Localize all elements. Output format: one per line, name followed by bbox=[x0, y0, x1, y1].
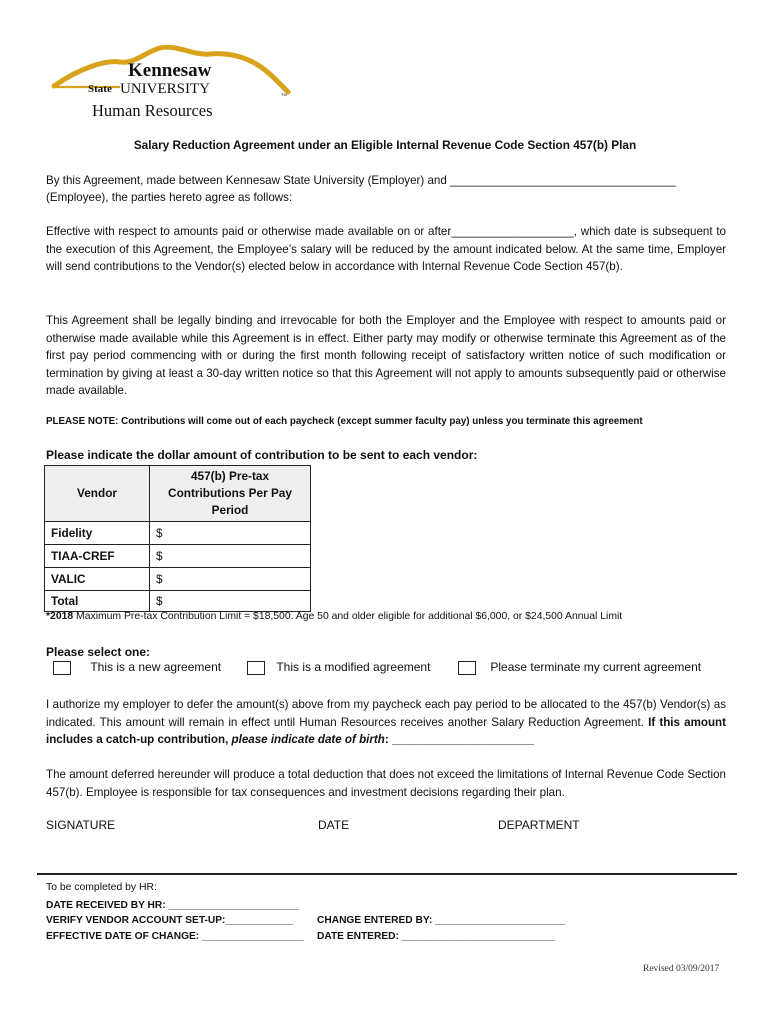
table-header-row bbox=[45, 466, 311, 522]
date-label: DATE bbox=[318, 818, 350, 832]
table-row bbox=[45, 568, 311, 591]
limit-text: Maximum Pre-tax Contribution Limit = $18,500. Age 50 and older eligible for additional $6,000, or $24,500 Annual Limit bbox=[73, 611, 623, 622]
authorize-paragraph bbox=[46, 696, 726, 749]
hr-verify-vendor: VERIFY VENDOR ACCOUNT SET-UP:____________ bbox=[46, 915, 294, 926]
intro-line-1: By this Agreement, made between Kennesaw State University (Employer) and ___________________________________ bbox=[46, 174, 676, 187]
option-modified-label: This is a modified agreement bbox=[276, 660, 431, 674]
contribution-limit bbox=[46, 611, 766, 622]
binding-paragraph: This Agreement shall be legally binding and irrevocable for both the Employer and the Employee with respect to amounts paid or otherwise made available while this Agreement is in effect. Either party may modify or otherwise terminate this Agreement as of the first pay period commencing with or during the first month following receipt of satisfactory written notice of such modification or termination by giving at least a 30-day written notice so that this Agreement will not apply to amounts subsequently paid or otherwise made available. bbox=[46, 314, 726, 397]
catchup-note: If this amount includes a catch-up contribution, bbox=[46, 715, 726, 746]
option-new-label: This is a new agreement bbox=[90, 660, 222, 674]
logo-kennesaw: Kennesaw bbox=[128, 60, 212, 81]
vendor-cell: Fidelity bbox=[45, 522, 150, 545]
vendor-table bbox=[44, 465, 311, 612]
table-row bbox=[45, 591, 311, 612]
logo-university: UNIVERSITY bbox=[120, 81, 210, 97]
hr-effective-date: EFFECTIVE DATE OF CHANGE: __________________ bbox=[46, 931, 305, 942]
hr-intro: To be completed by HR: bbox=[46, 882, 157, 893]
hr-change-entered-by: CHANGE ENTERED BY: _______________________ bbox=[317, 915, 566, 926]
checkbox[interactable] bbox=[247, 661, 265, 675]
option-new[interactable] bbox=[53, 660, 221, 675]
vendor-cell: Total bbox=[45, 591, 150, 612]
divider bbox=[37, 873, 737, 875]
table-row bbox=[45, 522, 311, 545]
vendor-cell: VALIC bbox=[45, 568, 150, 591]
hr-date-entered: DATE ENTERED: ___________________________ bbox=[317, 931, 555, 942]
amount-input[interactable]: $ bbox=[150, 545, 311, 568]
department-label: DEPARTMENT bbox=[498, 818, 580, 832]
intro-line-2: (Employee), the parties hereto agree as follows: bbox=[46, 191, 293, 204]
please-note: PLEASE NOTE: Contributions will come out of each paycheck (except summer faculty pay) unless you terminate this agreement bbox=[46, 416, 643, 427]
amount-input[interactable]: $ bbox=[150, 591, 311, 612]
table-row bbox=[45, 545, 311, 568]
option-modified[interactable] bbox=[247, 660, 430, 675]
hr-date-received: DATE RECEIVED BY HR: _______________________ bbox=[46, 900, 299, 911]
authorize-text: I authorize my employer to defer the amount(s) above from my paycheck each pay period to be allocated to the 457(b) Vendor(s) as indicated. This amount will remain in effect until Human Resources receives another Salary Reduction Agreement. bbox=[46, 698, 726, 729]
amount-input[interactable]: $ bbox=[150, 522, 311, 545]
dob-blank[interactable]: : ______________________ bbox=[384, 733, 534, 746]
select-heading: Please select one: bbox=[46, 645, 151, 659]
col-vendor-header: Vendor bbox=[45, 466, 150, 522]
option-terminate-label: Please terminate my current agreement bbox=[490, 660, 702, 674]
logo-tm: TM bbox=[281, 92, 287, 97]
ksu-logo bbox=[50, 44, 295, 100]
effective-paragraph: Effective with respect to amounts paid or otherwise made available on or after___________________, which date is subsequent to the execution of this Agreement, the Employee’s salary will be reduced by the amount indicated below. At the same time, Employer will send contributions to the Vendor(s) elected below in accordance with Internal Revenue Code Section 457(b). bbox=[46, 225, 726, 273]
option-terminate[interactable] bbox=[458, 660, 701, 675]
vendor-cell: TIAA-CREF bbox=[45, 545, 150, 568]
page-title: Salary Reduction Agreement under an Eligible Internal Revenue Code Section 457(b) Plan bbox=[133, 138, 637, 152]
deferred-paragraph: The amount deferred hereunder will produce a total deduction that does not exceed the limitations of Internal Revenue Code Section 457(b). Employee is responsible for tax consequences and investment decisions regarding their plan. bbox=[46, 768, 726, 799]
department-title: Human Resources bbox=[92, 101, 213, 120]
dob-prompt: please indicate date of birth bbox=[231, 733, 385, 746]
col-amount-header: 457(b) Pre-tax Contributions Per Pay Period bbox=[150, 466, 311, 522]
checkbox[interactable] bbox=[458, 661, 476, 675]
amount-input[interactable]: $ bbox=[150, 568, 311, 591]
logo-state: State bbox=[88, 83, 112, 95]
checkbox[interactable] bbox=[53, 661, 71, 675]
table-prompt: Please indicate the dollar amount of contribution to be sent to each vendor: bbox=[46, 448, 478, 462]
signature-label: SIGNATURE bbox=[46, 818, 116, 832]
limit-year: *2018 bbox=[46, 611, 74, 622]
revised-date: Revised 03/09/2017 bbox=[643, 964, 720, 974]
